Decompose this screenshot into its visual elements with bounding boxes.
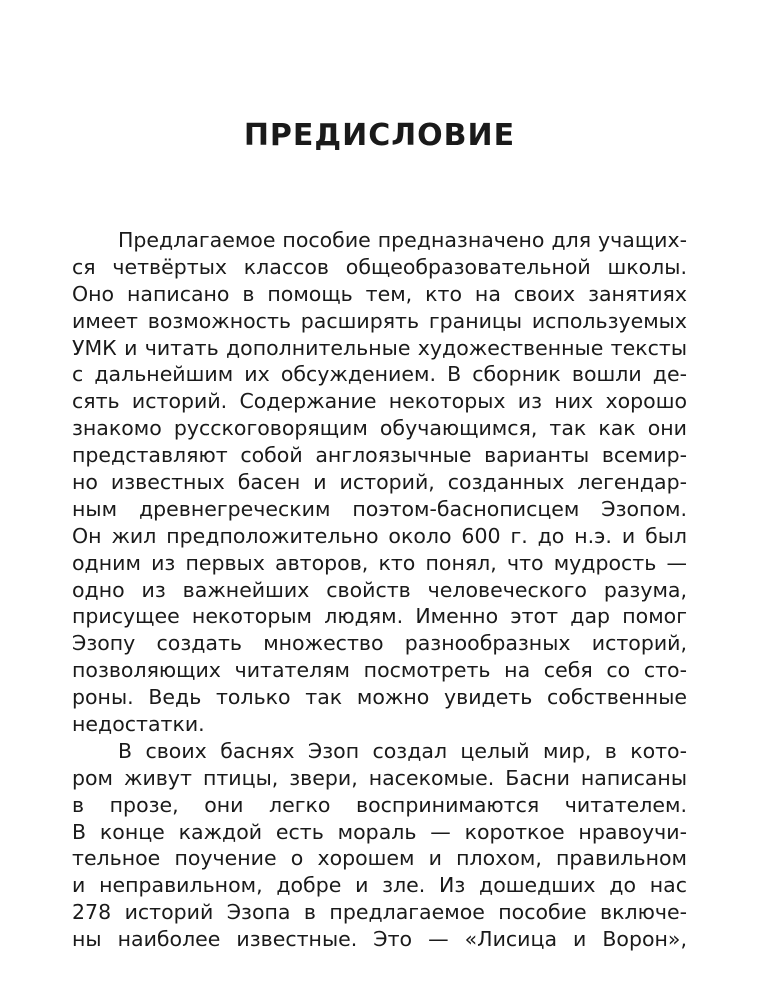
text-line: Эзопу создать множество разнообразных историй,: [72, 631, 687, 656]
text-line: ром живут птицы, звери, насекомые. Басни написаны: [72, 765, 687, 790]
text-line: позволяющих читателям посмотреть на себя со сто-: [72, 658, 687, 683]
text-line: В конце каждой есть мораль — короткое нравоучи-: [72, 819, 687, 844]
text-line: 278 историй Эзопа в предлагаемое пособие включе-: [72, 900, 687, 925]
text-line: присущее некоторым людям. Именно этот дар помог: [72, 604, 687, 629]
text-line: и неправильном, добре и зле. Из дошедших до нас: [72, 873, 687, 898]
text-line: ны наиболее известные. Это — «Лисица и Ворон»,: [72, 927, 687, 952]
text-line: ным древнегреческим поэтом-баснописцем Эзопом.: [72, 496, 687, 521]
text-line: представляют собой англоязычные варианты всемир-: [72, 443, 687, 468]
text-line: Оно написано в помощь тем, кто на своих занятиях: [72, 281, 687, 306]
text-line: УМК и читать дополнительные художественные тексты: [72, 335, 687, 360]
preface-body: [72, 227, 687, 953]
text-line: но известных басен и историй, созданных легендар-: [72, 470, 687, 495]
text-line: роны. Ведь только так можно увидеть собственные: [72, 685, 687, 710]
text-line: Он жил предположительно около 600 г. до н.э. и был: [72, 523, 687, 548]
paragraph-2: [72, 738, 687, 953]
text-line: сять историй. Содержание некоторых из них хорошо: [72, 389, 687, 414]
text-line: недостатки.: [72, 712, 205, 737]
text-line: одно из важнейших свойств человеческого разума,: [72, 577, 687, 602]
text-line: тельное поучение о хорошем и плохом, правильном: [72, 846, 687, 871]
paragraph-1: [72, 227, 687, 738]
text-line: в прозе, они легко воспринимаются читателем.: [72, 792, 687, 817]
text-line: Предлагаемое пособие предназначено для учащих-: [118, 228, 687, 252]
text-line: В своих баснях Эзоп создал целый мир, в кото-: [118, 738, 687, 763]
text-line: ся четвёртых классов общеобразовательной школы.: [72, 254, 687, 279]
text-line: с дальнейшим их обсуждением. В сборник вошли де-: [72, 362, 687, 387]
text-line: одним из первых авторов, кто понял, что мудрость —: [72, 550, 687, 575]
page-title: ПРЕДИСЛОВИЕ: [243, 118, 516, 153]
text-line: имеет возможность расширять границы используемых: [72, 308, 687, 333]
text-line: знакомо русскоговорящим обучающимся, так как они: [72, 416, 687, 441]
